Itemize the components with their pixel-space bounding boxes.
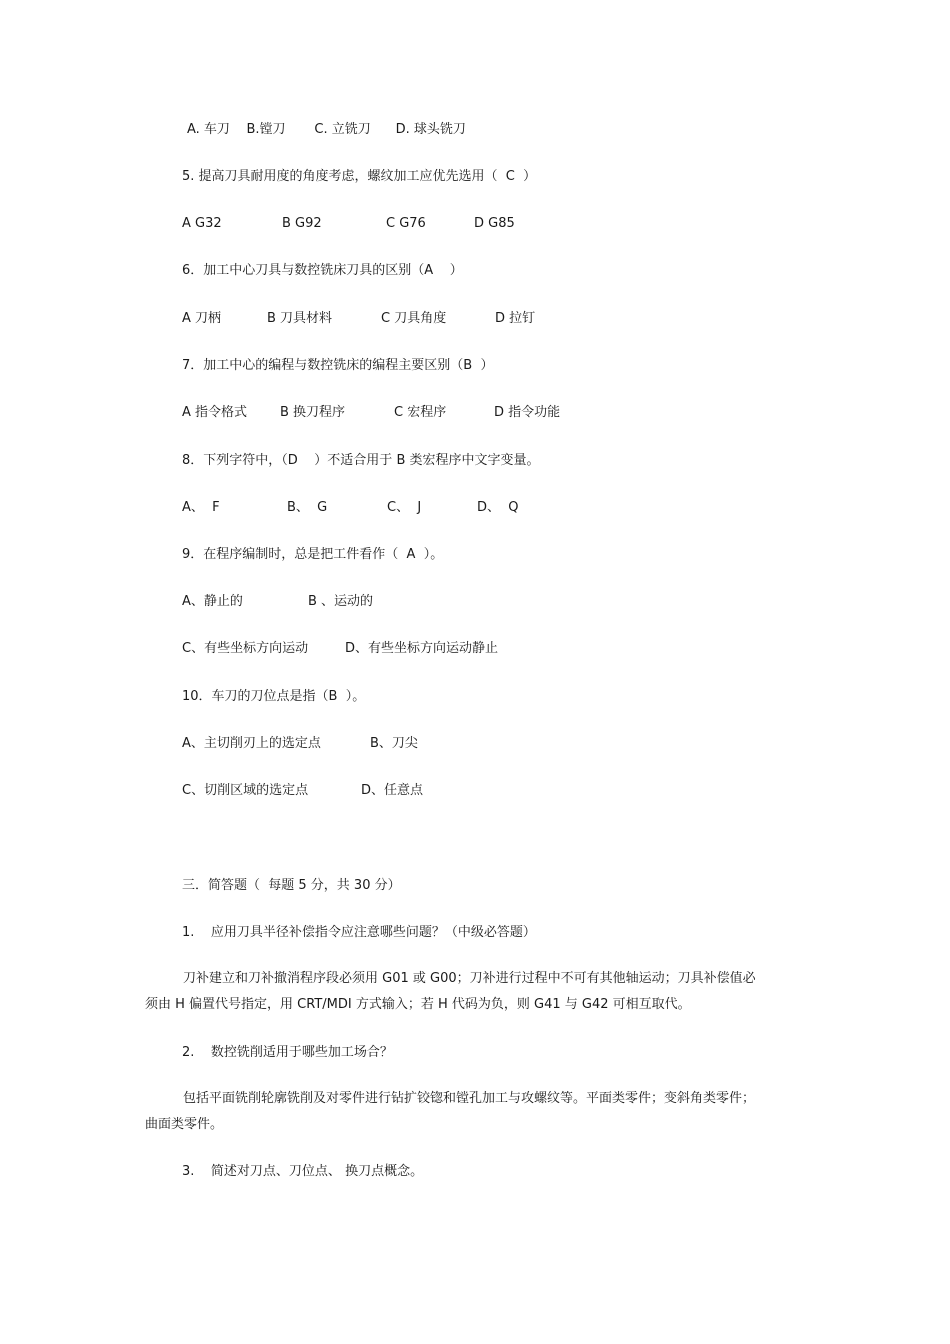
s3-q2-question: 2. 数控铣削适用于哪些加工场合？ (182, 1045, 393, 1060)
q9-option-b: B 、运动的 (308, 594, 374, 609)
q9-option-d: D、有些坐标方向运动静止 (345, 641, 499, 656)
q6-option-a: A 刀柄 (182, 311, 222, 326)
q10-question: 10．车刀的刀位点是指（B ）。 (182, 689, 366, 704)
q4-options: A. 车刀 B.镗刀 C. 立铣刀 D. 球头铣刀 (187, 122, 466, 137)
q5-option-c: C G76 (386, 216, 426, 231)
q5-option-a: A G32 (182, 216, 222, 231)
q8-option-b: B、 G (287, 500, 328, 515)
q7-option-d: D 指令功能 (494, 405, 561, 420)
q6-option-c: C 刀具角度 (381, 311, 447, 326)
q10-option-d: D、任意点 (361, 783, 424, 798)
q10-option-b: B、刀尖 (370, 736, 418, 751)
q7-option-c: C 宏程序 (394, 405, 447, 420)
q7-option-a: A 指令格式 (182, 405, 248, 420)
s3-q2-answer-line2: 曲面类零件。 (145, 1117, 224, 1132)
q10-option-a: A、主切削刃上的选定点 (182, 736, 321, 751)
s3-q1-answer (145, 966, 810, 1018)
s3-q1-answer-line2: 须由 H 偏置代号指定，用 CRT/MDI 方式输入；若 H 代码为负，则 G41 与 G42 可相互取代。 (145, 997, 691, 1012)
q6-option-b: B 刀具材料 (267, 311, 333, 326)
q8-option-d: D、 Q (477, 500, 519, 515)
q5-option-d: D G85 (474, 216, 515, 231)
q7-question: 7．加工中心的编程与数控铣床的编程主要区别（B ） (182, 358, 494, 373)
q6-question: 6．加工中心刀具与数控铣床刀具的区别（A ） (182, 263, 463, 278)
q8-option-c: C、 J (387, 500, 422, 515)
s3-q2-answer (145, 1086, 810, 1138)
q8-option-a: A、 F (182, 500, 220, 515)
q7-option-b: B 换刀程序 (280, 405, 346, 420)
q10-option-c: C、切削区域的选定点 (182, 783, 309, 798)
q5-option-b: B G92 (282, 216, 322, 231)
q9-option-c: C、有些坐标方向运动 (182, 641, 309, 656)
q6-option-d: D 拉钉 (495, 311, 536, 326)
q9-option-a: A、静止的 (182, 594, 243, 609)
s3-q2-answer-line1: 包括平面铣削轮廓铣削及对零件进行钻扩铰锪和镗孔加工与攻螺纹等。平面类零件；变斜角类零件； (183, 1091, 756, 1106)
s3-q3-question: 3. 简述对刀点、刀位点、 换刀点概念。 (182, 1164, 424, 1179)
section3-heading: 三．简答题（ 每题 5 分，共 30 分） (182, 878, 401, 893)
q9-question: 9．在程序编制时，总是把工件看作（ A ）。 (182, 547, 444, 562)
s3-q1-answer-line1: 刀补建立和刀补撤消程序段必须用 G01 或 G00；刀补进行过程中不可有其他轴运动；刀具补偿值必 (183, 971, 756, 986)
q5-question: 5. 提高刀具耐用度的角度考虑，螺纹加工应优先选用（ C ） (182, 169, 537, 184)
q8-question: 8．下列字符中，（D ）不适合用于 B 类宏程序中文字变量。 (182, 453, 540, 468)
s3-q1-question: 1. 应用刀具半径补偿指令应注意哪些问题？（中级必答题） (182, 925, 536, 940)
